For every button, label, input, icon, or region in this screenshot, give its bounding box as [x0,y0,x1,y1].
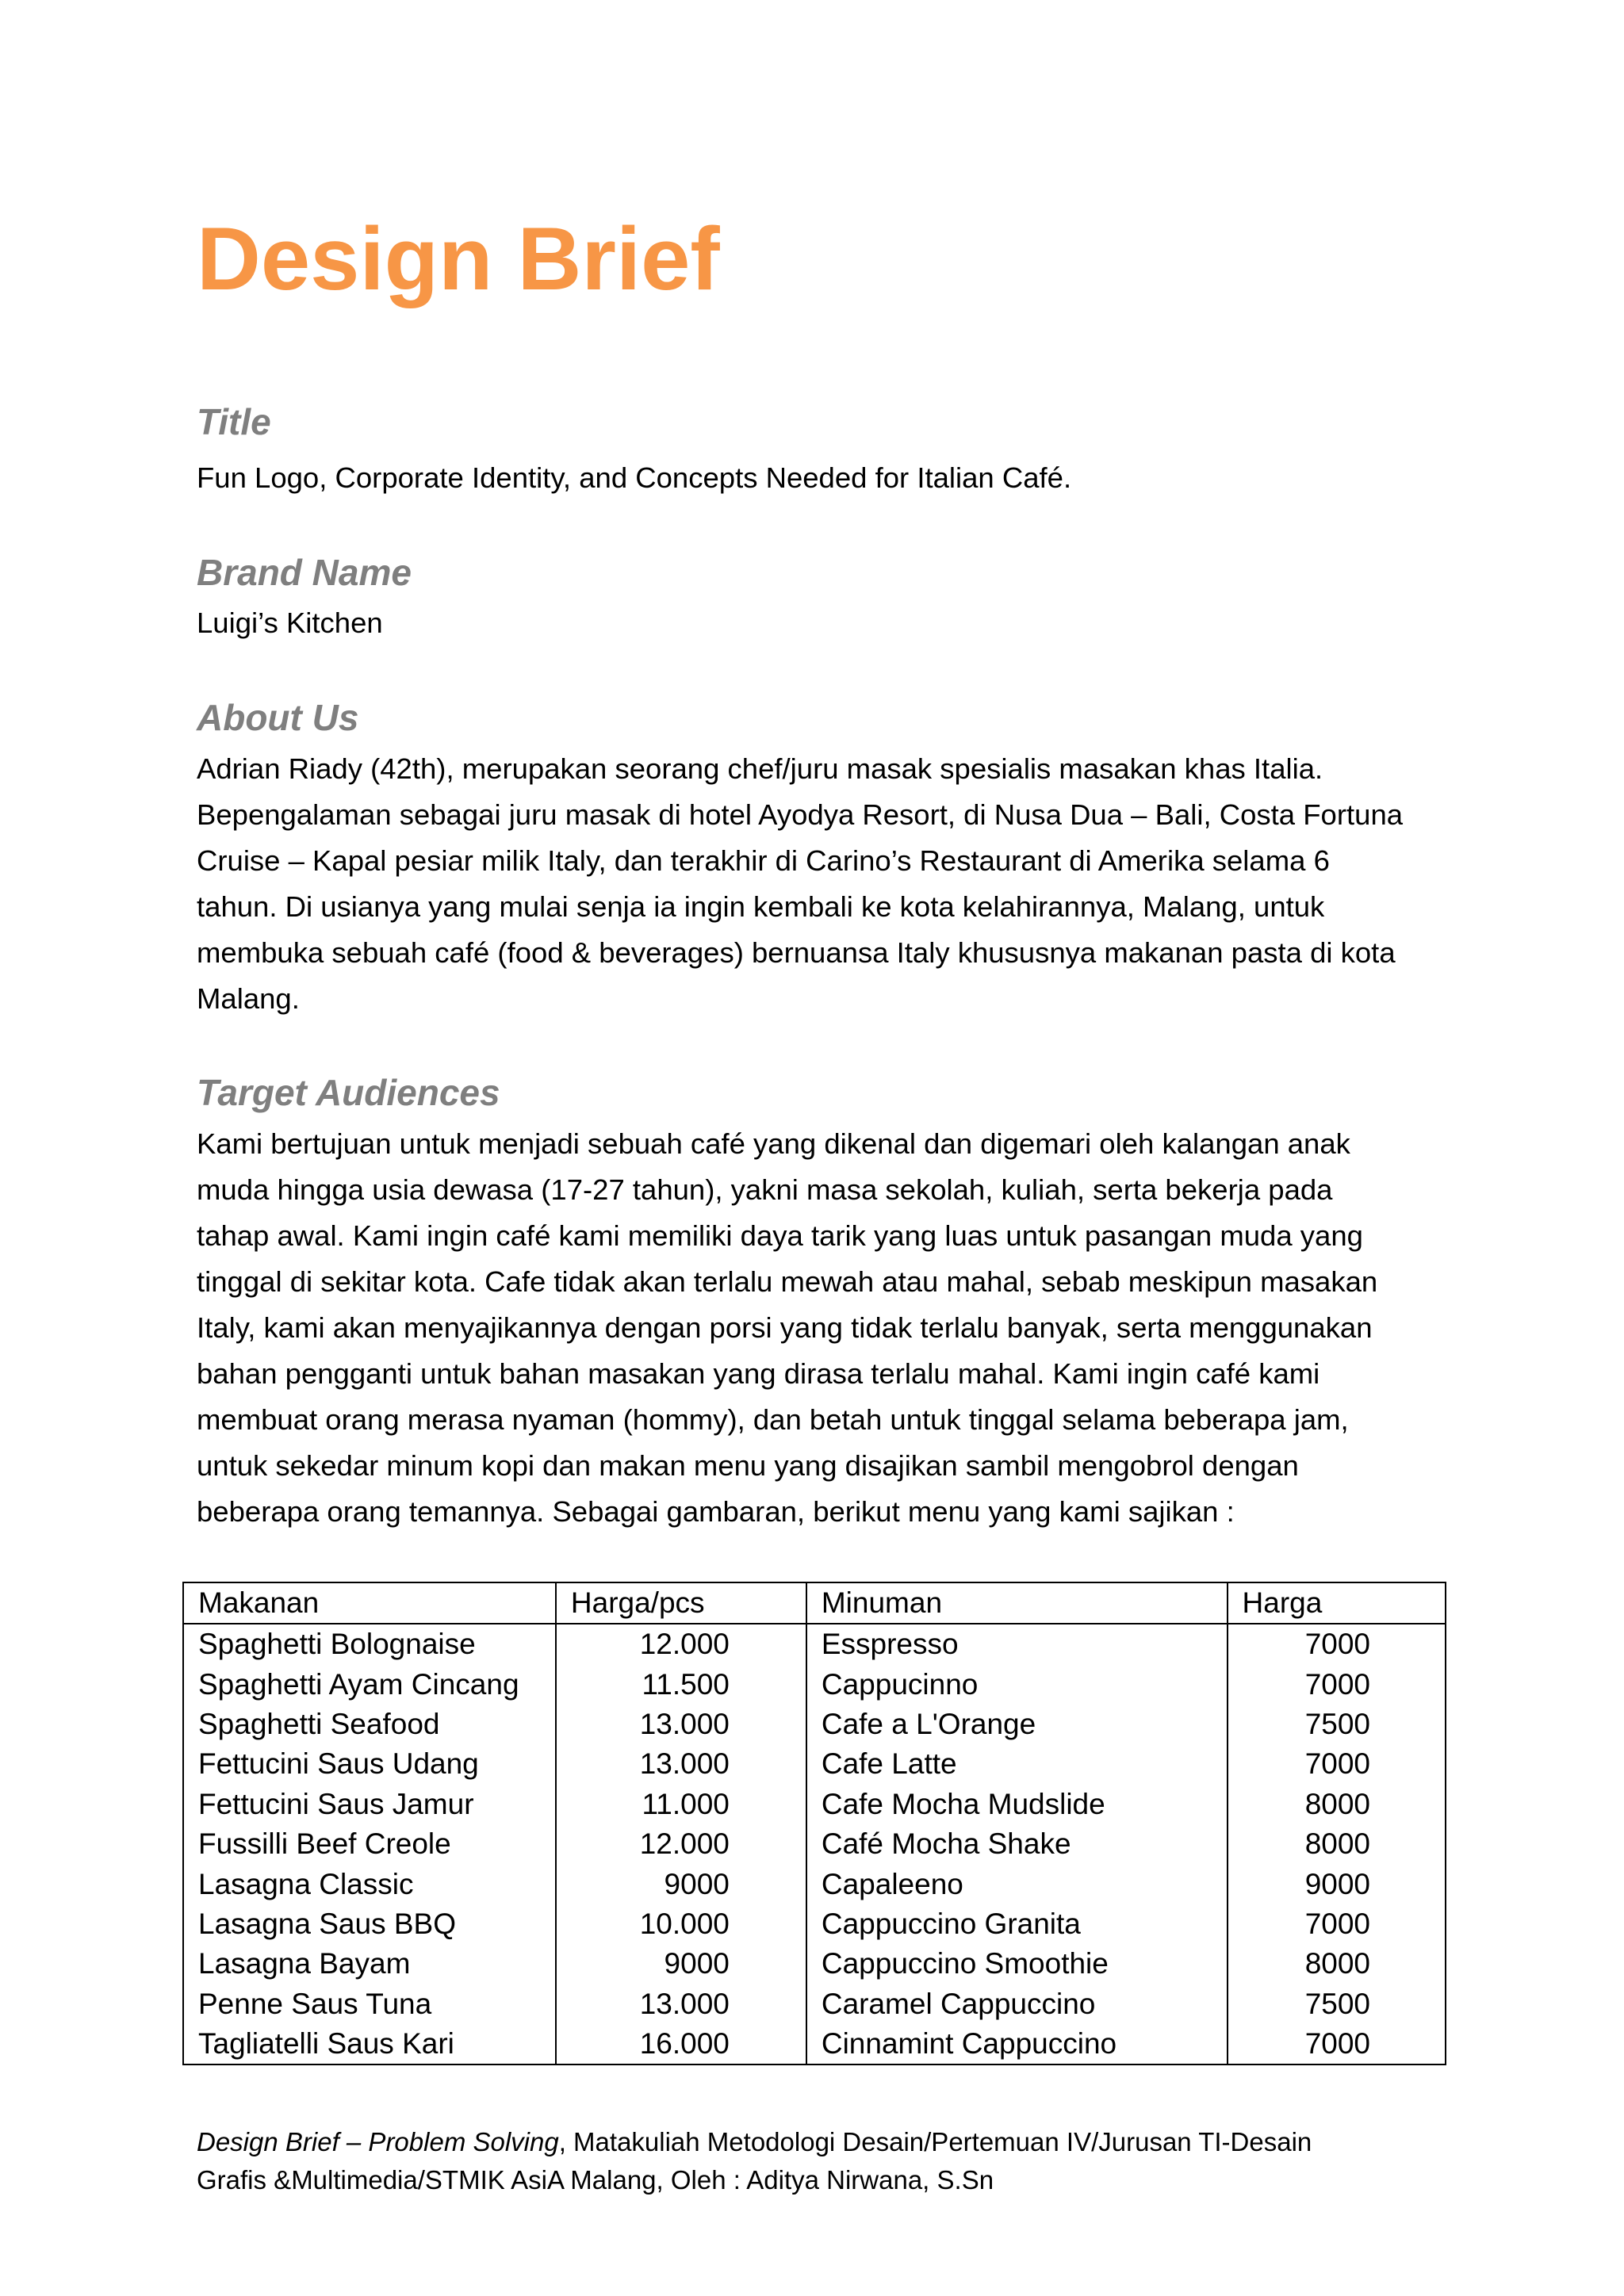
table-row [183,1785,1446,1824]
food-name: Tagliatelli Saus Kari [183,2024,556,2064]
drink-price: 7500 [1228,1705,1446,1744]
target-audiences-line: Italy, kami akan menyajikannya dengan porsi yang tidak terlalu banyak, serta menggunakan [197,1311,1373,1344]
table-row [183,1944,1446,1984]
drink-name: Cafe Mocha Mudslide [806,1785,1228,1824]
food-name: Spaghetti Ayam Cincang [183,1664,556,1704]
food-name: Lasagna Saus BBQ [183,1904,556,1944]
food-name: Fettucini Saus Udang [183,1744,556,1784]
about-us-line: tahun. Di usianya yang mulai senja ia ingin kembali ke kota kelahirannya, Malang, untuk [197,890,1325,923]
table-row [183,2024,1446,2064]
page-title: Design Brief [197,209,720,308]
drink-price: 7000 [1228,2024,1446,2064]
drink-name: Cafe a L'Orange [806,1705,1228,1744]
section-heading-title: Title [197,401,271,442]
food-price: 11.500 [556,1664,806,1704]
drink-price: 7000 [1228,1624,1446,1664]
table-row [183,1904,1446,1944]
food-name: Fussilli Beef Creole [183,1824,556,1864]
food-name: Lasagna Bayam [183,1944,556,1984]
food-price: 13.000 [556,1744,806,1784]
drink-name: Capaleeno [806,1864,1228,1904]
header-makanan: Makanan [183,1582,556,1624]
drink-name: Esspresso [806,1624,1228,1664]
about-us-paragraph [197,746,1403,1022]
title-text: Fun Logo, Corporate Identity, and Concepts Needed for Italian Café. [197,461,1072,494]
menu-table [182,1582,1446,2065]
about-us-line: membuka sebuah café (food & beverages) bernuansa Italy khususnya makanan pasta di kota [197,936,1396,969]
about-us-line: Bepengalaman sebagai juru masak di hotel Ayodya Resort, di Nusa Dua – Bali, Costa Fortuna [197,798,1404,831]
brand-name-text: Luigi’s Kitchen [197,607,383,639]
food-name: Spaghetti Bolognaise [183,1624,556,1664]
header-minuman: Minuman [806,1582,1228,1624]
drink-name: Caramel Cappuccino [806,1984,1228,2024]
menu-table-header-row [183,1582,1446,1624]
drink-price: 8000 [1228,1785,1446,1824]
table-row [183,1864,1446,1904]
drink-name: Cappucinno [806,1664,1228,1704]
footer-line-1 [197,2123,1312,2161]
food-price: 11.000 [556,1785,806,1824]
food-price: 12.000 [556,1824,806,1864]
drink-price: 9000 [1228,1864,1446,1904]
table-row [183,1624,1446,1664]
target-audiences-line: untuk sekedar minum kopi dan makan menu yang disajikan sambil mengobrol dengan [197,1449,1299,1482]
food-price: 12.000 [556,1624,806,1664]
section-heading-brand-name: Brand Name [197,552,412,593]
about-us-line: Malang. [197,982,300,1015]
header-harga-pcs: Harga/pcs [556,1582,806,1624]
page-footer [197,2123,1312,2199]
target-audiences-line: Kami bertujuan untuk menjadi sebuah café yang dikenal dan digemari oleh kalangan anak [197,1127,1350,1160]
drink-price: 7000 [1228,1904,1446,1944]
footer-italic: Design Brief – Problem Solving [197,2127,559,2156]
drink-name: Cappuccino Granita [806,1904,1228,1944]
food-price: 13.000 [556,1984,806,2024]
food-price: 10.000 [556,1904,806,1944]
drink-name: Cinnamint Cappuccino [806,2024,1228,2064]
header-harga: Harga [1228,1582,1446,1624]
drink-name: Cappuccino Smoothie [806,1944,1228,1984]
table-row [183,1664,1446,1704]
food-price: 9000 [556,1944,806,1984]
target-audiences-line: bahan pengganti untuk bahan masakan yang dirasa terlalu mahal. Kami ingin café kami [197,1357,1320,1390]
food-price: 13.000 [556,1705,806,1744]
food-price: 9000 [556,1864,806,1904]
drink-price: 7500 [1228,1984,1446,2024]
about-us-line: Cruise – Kapal pesiar milik Italy, dan terakhir di Carino’s Restaurant di Amerika selama 6 [197,844,1330,877]
target-audiences-line: beberapa orang temannya. Sebagai gambaran, berikut menu yang kami sajikan : [197,1495,1235,1528]
drink-price: 7000 [1228,1664,1446,1704]
food-name: Spaghetti Seafood [183,1705,556,1744]
target-audiences-paragraph [197,1121,1377,1535]
target-audiences-line: muda hingga usia dewasa (17-27 tahun), yakni masa sekolah, kuliah, serta bekerja pada [197,1173,1333,1206]
table-row [183,1705,1446,1744]
section-heading-about-us: About Us [197,697,359,738]
about-us-line: Adrian Riady (42th), merupakan seorang chef/juru masak spesialis masakan khas Italia. [197,752,1323,785]
table-row [183,1824,1446,1864]
drink-name: Café Mocha Shake [806,1824,1228,1864]
section-heading-target-audiences: Target Audiences [197,1072,500,1113]
footer-line-2: Grafis &Multimedia/STMIK AsiA Malang, Oleh : Aditya Nirwana, S.Sn [197,2165,994,2195]
footer-line-1-rest: , Matakuliah Metodologi Desain/Pertemuan IV/Jurusan TI-Desain [558,2127,1312,2156]
drink-price: 7000 [1228,1744,1446,1784]
food-name: Penne Saus Tuna [183,1984,556,2024]
target-audiences-line: tahap awal. Kami ingin café kami memiliki daya tarik yang luas untuk pasangan muda yang [197,1219,1363,1252]
food-name: Fettucini Saus Jamur [183,1785,556,1824]
food-price: 16.000 [556,2024,806,2064]
drink-name: Cafe Latte [806,1744,1228,1784]
table-row [183,1744,1446,1784]
drink-price: 8000 [1228,1824,1446,1864]
drink-price: 8000 [1228,1944,1446,1984]
target-audiences-line: tinggal di sekitar kota. Cafe tidak akan terlalu mewah atau mahal, sebab meskipun masakan [197,1265,1378,1298]
target-audiences-line: membuat orang merasa nyaman (hommy), dan betah untuk tinggal selama beberapa jam, [197,1403,1349,1436]
food-name: Lasagna Classic [183,1864,556,1904]
table-row [183,1984,1446,2024]
